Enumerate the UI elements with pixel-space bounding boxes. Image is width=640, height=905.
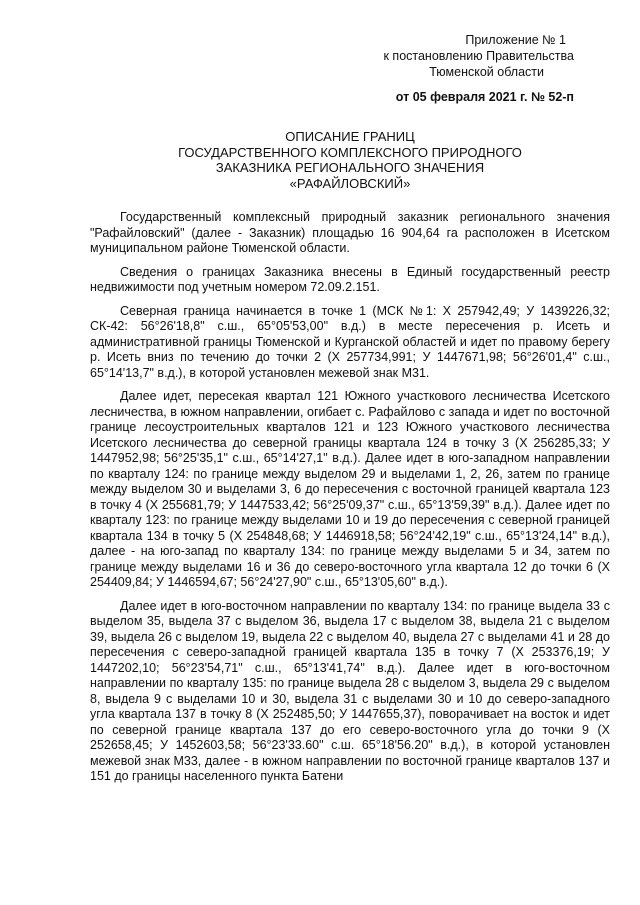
appendix-date: от 05 февраля 2021 г. № 52-п (395, 90, 574, 104)
document-title (90, 129, 610, 191)
paragraph-north-boundary: Северная граница начинается в точке 1 (МСК №1: Х 257942,49; У 1439226,32; СК-42: 56°26'18,8" с.ш., 65°05'53,00" в.д.) в месте пересечения р. Исеть и административной границы Тюменской и Курганской областей и идет по правому берегу р. Исеть вниз по течению до точки 2 (Х 257734,991; У 1447671,98; 56°26'01,4" с.ш., 65°14'13,7" в.д.), в которой установлен межевой знак М31. (90, 303, 610, 380)
appendix-header (90, 32, 610, 105)
appendix-resolution: к постановлению Правительства (383, 49, 574, 63)
paragraph-registry: Сведения о границах Заказника внесены в Единый государственный реестр недвижимости под учетным номером 72.09.2.151. (90, 264, 610, 294)
title-line-1: ОПИСАНИЕ ГРАНИЦ (285, 129, 415, 144)
appendix-region: Тюменской области (429, 65, 544, 79)
paragraph-intro: Государственный комплексный природный заказник регионального значения "Рафайловский" (далее - Заказник) площадью 16 904,64 га расположен в Исетском муниципальном районе Тюменской области. (90, 210, 610, 255)
title-line-4: «РАФАЙЛОВСКИЙ» (289, 175, 411, 191)
paragraph-southeast-boundary: Далее идет в юго-восточном направлении по кварталу 134: по границе выдела 33 с выделом 35, выдела 37 с выделом 36, выдела 17 с выделом 38, выдела 21 с выделом 39, выдела 26 с выделом 19, выдела 22 с выделом 40, выдела 27 с выделами 41 и 28 до пересечения с северо-западной границей квартала 135 в точку 7 (Х 253376,19; У 1447202,10; 56°23'54,71" с.ш., 65°13'41,74" в.д.). Далее идет в юго-восточном направлении по кварталу 135: по границе выдела 28 с выделом 3, выдела 29 с выделом 8, выдела 9 с выделами 10 и 30, выдела 31 с выделами 30 и 10 до северо-западного угла квартала 137 в точку 8 (Х 252485,50; У 1447655,37), поворачивает на восток и идет по северной границе квартала 137 до его северо-восточного угла до точки 9 (Х 252658,45; У 1452603,58; 56°23'33.60" с.ш. 65°18'56.20" в.д.), в которой установлен межевой знак М33, далее - в южном направлении по восточной границе кварталов 137 и 151 до границы населенного пункта Батени (90, 598, 610, 783)
document-body (90, 210, 610, 785)
paragraph-south-boundary: Далее идет, пересекая квартал 121 Южного участкового лесничества Исетского лесничества, в южном направлении, огибает с. Рафайлово с запада и идет по восточной границе лесоустроительных кварталов 121 и 123 Южного участкового лесничества Исетского лесничества до северной границы квартала 124 в точку 3 (Х 256285,33; У 1447952,98; 56°25'35,1" с.ш., 65°14'27,1" в.д.). Далее идет в юго-западном направлении по кварталу 124: по границе между выделом 29 и выделами 1, 2, 26, затем по границе между выделом 30 и выделами 3, 6 до пересечения с восточной границей квартала 123 в точку 4 (Х 255681,79; У 1447533,42; 56°25'09,37" с.ш., 65°13'59,39" в.д.). Далее идет по кварталу 123: по границе между выделами 10 и 19 до пересечения с северной границей квартала 134 в точку 5 (Х 254848,68; У 1446918,58; 56°24'42,19" с.ш., 65°13'24,14" в.д.), далее - на юго-запад по кварталу 134: по границе между выделами 5 и 34, затем по границе между выделами 16 и 36 до северо-восточного угла квартала 12 до точки 6 (Х 254409,84; У 1446594,67; 56°24'27,90" с.ш., 65°13'05,60" в.д.). (90, 389, 610, 589)
title-line-2: ГОСУДАРСТВЕННОГО КОМПЛЕКСНОГО ПРИРОДНОГО (178, 144, 522, 160)
title-line-3: ЗАКАЗНИКА РЕГИОНАЛЬНОГО ЗНАЧЕНИЯ (215, 160, 485, 175)
appendix-number: Приложение № 1 (465, 33, 566, 47)
